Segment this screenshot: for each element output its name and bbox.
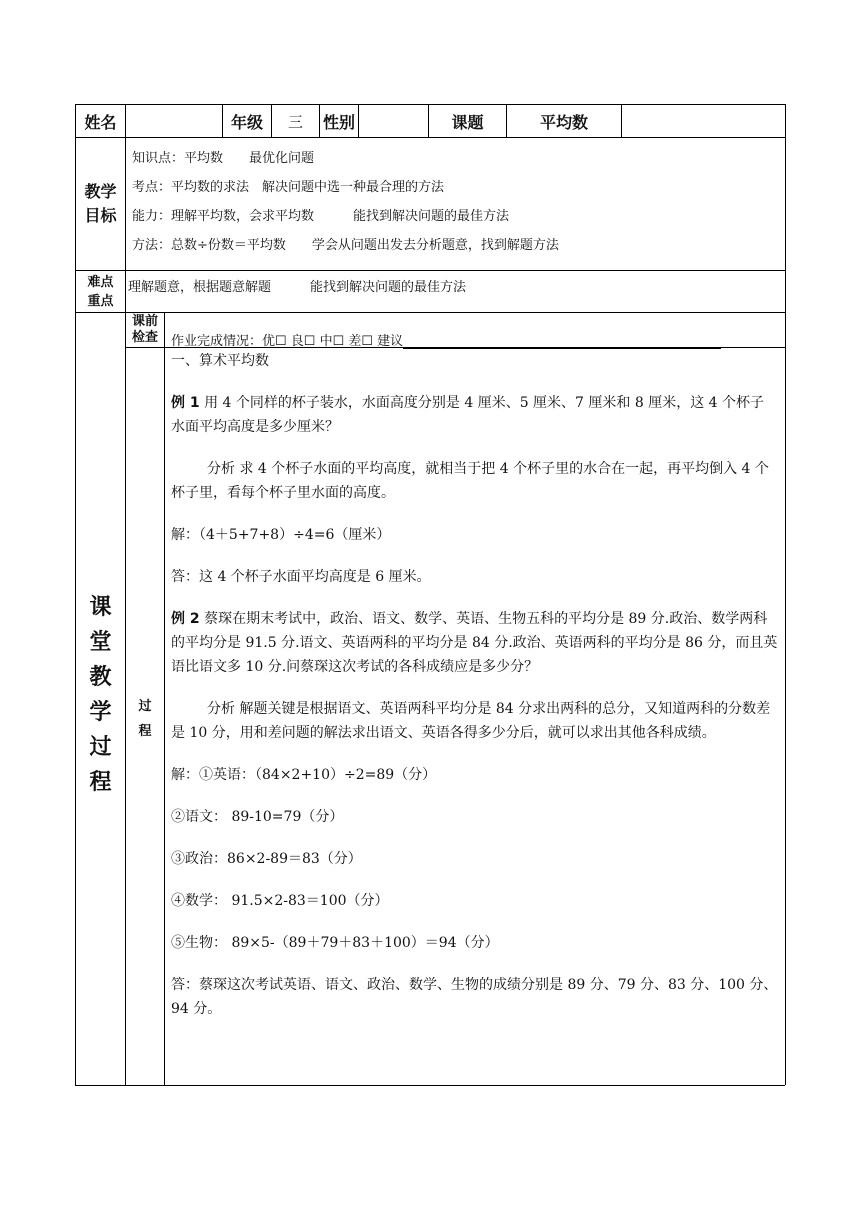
- homework-completion: [171, 330, 721, 349]
- example-1-answer: 答：这 4 个杯子水面平均高度是 6 厘米。: [171, 569, 431, 585]
- process-label-line1: 过: [138, 699, 152, 714]
- example-1-label: 例 1: [171, 395, 200, 411]
- objective-exam-points: 考点：平均数的求法 解决问题中选一种最合理的方法: [132, 180, 445, 195]
- example-2-answer: 答：蔡琛这次考试英语、语文、政治、数学、生物的成绩分别是 89 分、79 分、83 分、100 分、94 分。: [171, 977, 778, 1017]
- grade-label: 年级: [230, 112, 263, 132]
- example-2-text: 蔡琛在期末考试中，政治、语文、数学、英语、生物五科的平均分是 89 分.政治、数学两科的平均分是 91.5 分.语文、英语两科的平均分是 84 分.政治、英语两科的平均分是 86 分，而且英语比语文多 10 分.问蔡琛这次考试的各科成绩应是多少分？: [171, 611, 778, 675]
- example-2-question: [171, 607, 778, 679]
- key-points-label-line1: 难点: [87, 274, 114, 290]
- gender-label: 性别: [322, 112, 355, 132]
- topic-value: 平均数: [539, 112, 588, 132]
- suggestion-blank[interactable]: [403, 334, 721, 349]
- example-1-text: 用 4 个同样的杯子装水，水面高度分别是 4 厘米、5 厘米、7 厘米和 8 厘米，这 4 个杯子水面平均高度是多少厘米？: [171, 395, 765, 435]
- example-1-analysis: 分析 求 4 个杯子水面的平均高度，就相当于把 4 个杯子里的水合在一起，再平均倒入 4 个杯子里，看每个杯子里水面的高度。: [171, 461, 769, 501]
- example-2-label: 例 2: [171, 611, 200, 627]
- process-label: [126, 694, 164, 744]
- example-2-step-1: 解：①英语：（84×2+10）÷2=89（分）: [171, 767, 437, 783]
- preclass-check-label: [126, 313, 164, 347]
- homework-completion-text: 作业完成情况：优☐ 良☐ 中☐ 差☐ 建议: [171, 334, 404, 349]
- classroom-process-char-4: 学: [89, 700, 112, 725]
- classroom-process-char-3: 教: [89, 665, 112, 690]
- classroom-process-char-2: 堂: [89, 630, 112, 655]
- section-heading: 一、算术平均数: [171, 353, 269, 369]
- name-label: 姓名: [84, 112, 117, 132]
- lesson-body: [171, 349, 778, 1021]
- classroom-process-char-6: 程: [89, 770, 112, 795]
- objective-knowledge: 知识点：平均数 最优化问题: [132, 151, 315, 166]
- key-points-label: [76, 271, 125, 312]
- process-label-line2: 程: [138, 724, 152, 739]
- example-2-step-2: ②语文： 89-10=79（分）: [171, 809, 344, 825]
- objectives-label-line2: 目标: [84, 206, 117, 225]
- classroom-process-label: [76, 590, 125, 800]
- header-empty-cell: [622, 105, 785, 137]
- example-2-step-4: ④数学： 91.5×2-83＝100（分）: [171, 893, 389, 909]
- objective-ability: 能力：理解平均数，会求平均数 能找到解决问题的最佳方法: [132, 209, 510, 224]
- example-1-question: [171, 391, 778, 439]
- key-points-label-line2: 重点: [87, 293, 114, 309]
- classroom-process-char-5: 过: [89, 735, 112, 760]
- objectives-label-line1: 教学: [84, 182, 117, 201]
- classroom-process-char-1: 课: [89, 595, 112, 620]
- example-2-analysis: 分析 解题关键是根据语文、英语两科平均分是 84 分求出两科的总分，又知道两科的分数差是 10 分，用和差问题的解法求出语文、英语各得多少分后，就可以求出其他各科成绩。: [171, 701, 771, 741]
- preclass-check-label-line1: 课前: [131, 314, 158, 329]
- example-2-step-3: ③政治：86×2-89＝83（分）: [171, 851, 362, 867]
- preclass-check-label-line2: 检查: [131, 330, 158, 345]
- objective-method: 方法：总数÷份数＝平均数 学会从问题出发去分析题意，找到解题方法: [132, 238, 559, 253]
- example-1-solution: 解：（4＋5+7+8）÷4=6（厘米）: [171, 527, 391, 543]
- key-points-text: 理解题意，根据题意解题 能找到解决问题的最佳方法: [128, 280, 467, 295]
- grade-value: 三: [287, 112, 303, 131]
- topic-label: 课题: [451, 112, 484, 132]
- example-2-step-5: ⑤生物： 89×5-（89＋79＋83＋100）＝94（分）: [171, 935, 499, 951]
- objectives-label: [76, 138, 125, 270]
- gender-value-cell[interactable]: [359, 105, 428, 137]
- name-value-cell[interactable]: [126, 105, 222, 137]
